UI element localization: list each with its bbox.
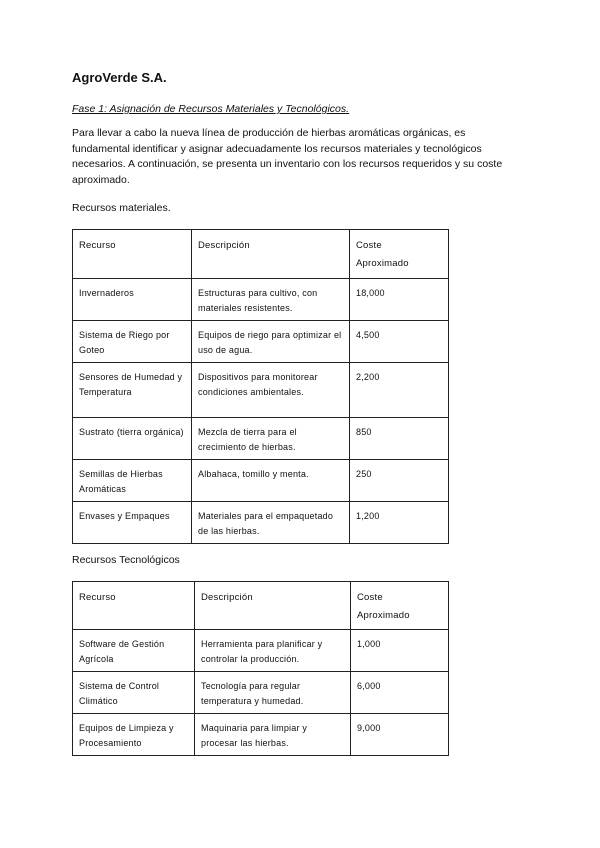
header-resource: Recurso bbox=[73, 582, 195, 630]
cell-cost: 850 bbox=[350, 418, 449, 460]
cell-description: Materiales para el empaquetado de las hierbas. bbox=[192, 502, 350, 544]
cell-description: Mezcla de tierra para el crecimiento de hierbas. bbox=[192, 418, 350, 460]
cell-description: Equipos de riego para optimizar el uso de agua. bbox=[192, 321, 350, 363]
cell-cost: 1,200 bbox=[350, 502, 449, 544]
header-cost: Coste Aproximado bbox=[351, 582, 449, 630]
cell-cost: 4,500 bbox=[350, 321, 449, 363]
table-header-row bbox=[73, 230, 449, 279]
cell-cost: 250 bbox=[350, 460, 449, 502]
cell-resource: Software de Gestión Agrícola bbox=[73, 630, 195, 672]
cell-description: Estructuras para cultivo, con materiales resistentes. bbox=[192, 279, 350, 321]
cell-description: Albahaca, tomillo y menta. bbox=[192, 460, 350, 502]
section-subtitle: Fase 1: Asignación de Recursos Materiales y Tecnológicos. bbox=[72, 103, 350, 115]
cell-resource: Envases y Empaques bbox=[73, 502, 192, 544]
cell-resource: Sistema de Riego por Goteo bbox=[73, 321, 192, 363]
header-cost: Coste Aproximado bbox=[350, 230, 449, 279]
cell-resource: Sustrato (tierra orgánica) bbox=[73, 418, 192, 460]
table-row bbox=[73, 502, 449, 544]
header-description: Descripción bbox=[192, 230, 350, 279]
table-row bbox=[73, 714, 449, 756]
cell-description: Dispositivos para monitorear condiciones ambientales. bbox=[192, 363, 350, 418]
table-row bbox=[73, 279, 449, 321]
table-row bbox=[73, 460, 449, 502]
materials-label: Recursos materiales. bbox=[72, 202, 171, 214]
cell-cost: 18,000 bbox=[350, 279, 449, 321]
cell-cost: 9,000 bbox=[351, 714, 449, 756]
technology-label: Recursos Tecnológicos bbox=[72, 554, 180, 566]
cell-cost: 6,000 bbox=[351, 672, 449, 714]
cell-resource: Sistema de Control Climático bbox=[73, 672, 195, 714]
table-row bbox=[73, 321, 449, 363]
cell-description: Maquinaria para limpiar y procesar las hierbas. bbox=[195, 714, 351, 756]
cell-resource: Semillas de Hierbas Aromáticas bbox=[73, 460, 192, 502]
table-header-row bbox=[73, 582, 449, 630]
intro-paragraph: Para llevar a cabo la nueva línea de producción de hierbas aromáticas orgánicas, es fundamental identificar y asignar adecuadamente los recursos materiales y tecnológicos necesarios. A continuación, se presenta un inventario con los recursos requeridos y su coste aproximado. bbox=[72, 127, 503, 186]
technology-table bbox=[72, 581, 449, 756]
table-row bbox=[73, 672, 449, 714]
company-name: AgroVerde S.A. bbox=[72, 70, 167, 85]
cell-cost: 1,000 bbox=[351, 630, 449, 672]
cell-cost: 2,200 bbox=[350, 363, 449, 418]
cell-description: Tecnología para regular temperatura y humedad. bbox=[195, 672, 351, 714]
table-row bbox=[73, 363, 449, 418]
table-row bbox=[73, 418, 449, 460]
table-row bbox=[73, 630, 449, 672]
cell-resource: Equipos de Limpieza y Procesamiento bbox=[73, 714, 195, 756]
header-description: Descripción bbox=[195, 582, 351, 630]
header-resource: Recurso bbox=[73, 230, 192, 279]
materials-table bbox=[72, 229, 449, 544]
cell-description: Herramienta para planificar y controlar la producción. bbox=[195, 630, 351, 672]
cell-resource: Sensores de Humedad y Temperatura bbox=[73, 363, 192, 418]
cell-resource: Invernaderos bbox=[73, 279, 192, 321]
